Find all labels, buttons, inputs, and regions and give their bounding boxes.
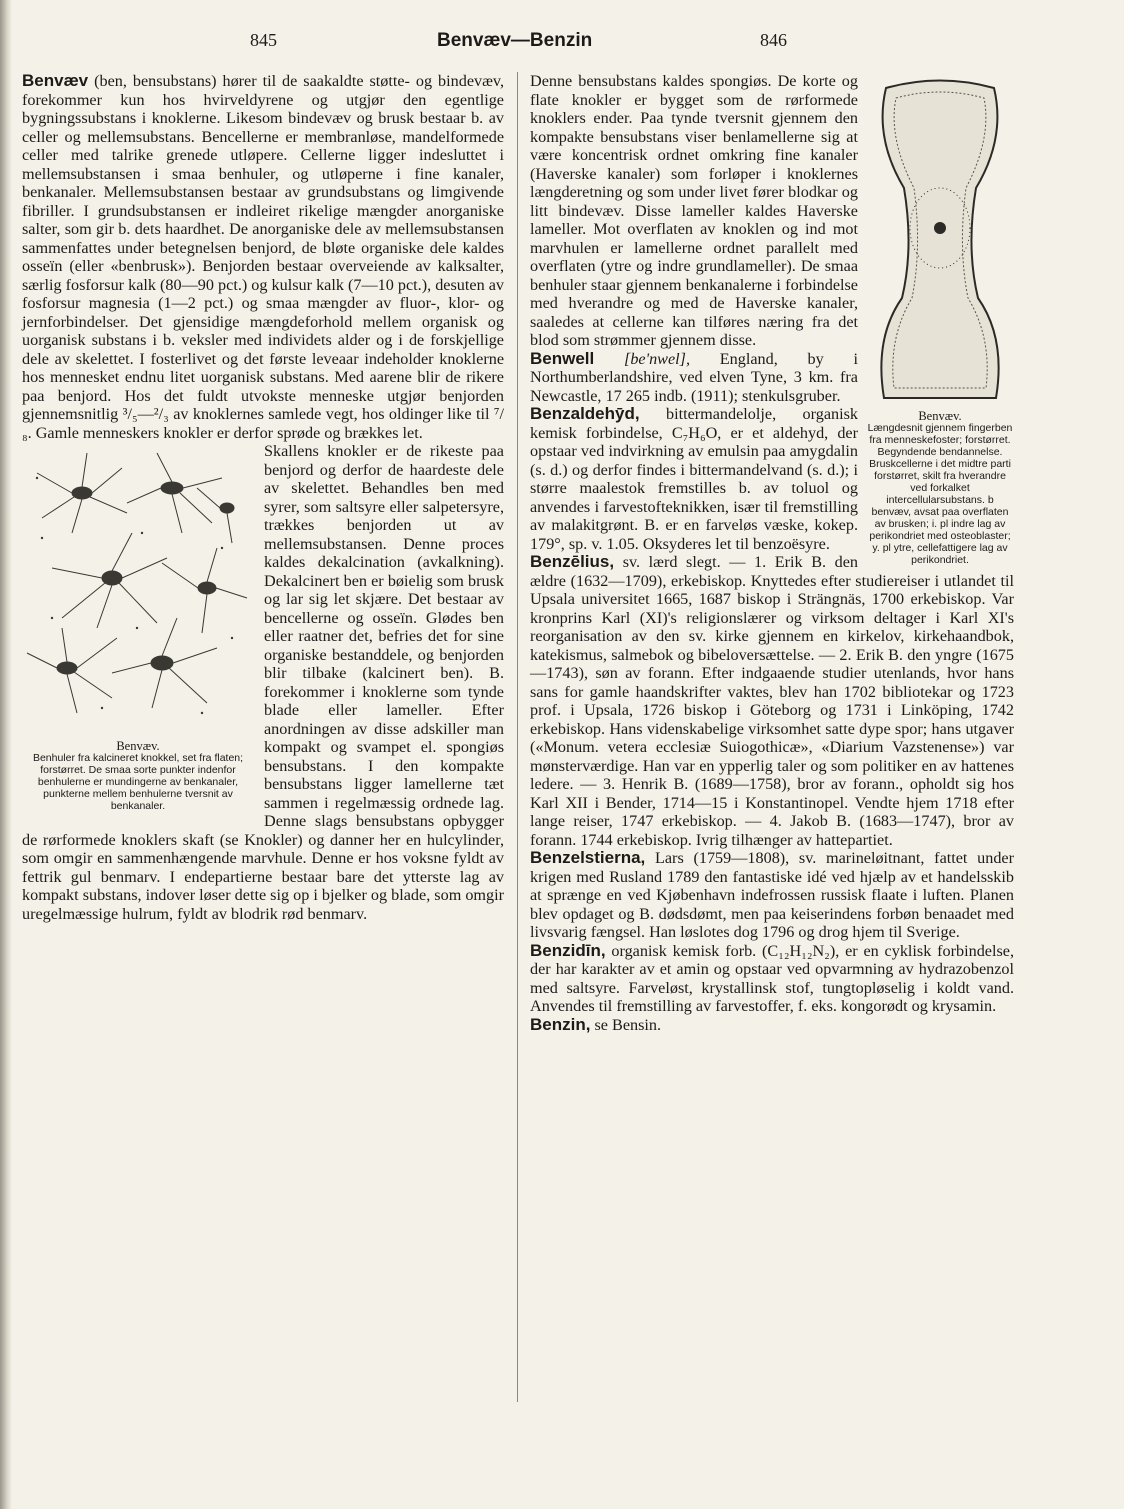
benvaev-continued: Denne bensubstans kaldes spongiøs. De korte og flate knokler er bygget som de rørformede knoklers ender. Paa tynde tversnit gjennem den kompakte bensubstans viser benlamellerne sig at være koncentrisk ordnet omkring fine kanaler (Haverske kanaler) som forløper i knoklernes længderetning og som under livet fører blodkar og litt bindevæv. Disse lameller kaldes Haverske lameller. Mot overflaten av knoklen og ind mot marvhulen er lamellerne ordnet parallelt med overflaten (ytre og indre grundlameller). De smaa benhuler staar gjennem benkanalerne i forbindelse med hverandre og med de Haverske kanaler, saaledes at cellerne kan tilføres næring fra det blod som strømmer gjennem disse. [530,72,858,349]
benzelius-text: sv. lærd slegt. — 1. Erik B. den ældre (1632—1709), erkebiskop. Knyttedes efter studiereiser i utlandet til Upsala universitet 1665, 1687 biskop i Strängnäs, 1700 erkebiskop. Var kronprins Karl (XI)'s religionslærer og virksom deltager i Karl XI's reorganisation av den sv. kirke gjennem en kirkelov, kirkehaandbok, katekismus, salmebok og bibeloversættelse. — 2. Erik B. den yngre (1675—1743), søn av forann. Efter indgaaende studier utenlands, hvor hans sans for gamle haandskrifter vaktes, blev han 1702 bibliotekar og 1723 prof. i Upsala, 1726 biskop i Göteborg og 1731 i Linköping, 1742 erkebiskop. Hans videnskabelige virksomhet satte dype spor; hans utgaver («Monum. vetera ecclesiæ Suiogothicæ», «Diarium Vazstenense») var mønsterværdige. Han var en ypperlig taler og som politiker en av hattenes ledere. — 3. Henrik B. (1689—1758), bror av forann., opholdt sig hos Karl XII i Bender, 1714—15 i Konstantinopel. Vendte hjem 1718 efter lange reiser, 1747 erkebiskop. — 4. Jakob B. (1683—1747), bror av forann. 1744 erkebiskop. Ivrig tilhænger av hattepartiet. [530,553,1014,849]
entry-benzin [530,1016,1014,1035]
figure-caption-3 [866,410,1014,566]
entry-benzelius [530,553,1014,849]
benvaev-text-2-body: Skallens knokler er de rikeste paa benjord og derfor de haardeste dele av skelettet. Behandles ben med syrer, som saltsyre eller salpetersyre, trækkes benjorden ut av mellemsubstansen. Denne proces kaldes dekalcination (avkalkning). Dekalcinert ben er bøielig som brusk og lar sig let skjære. Det bestaar av bencellerne og osseïn. Glødes ben eller raatner det, befries det for sine organiske bestanddele, og benjorden blir tilbake (kalcinert ben). B. forekommer i knoklerne som tynde blade eller lameller. Efter anordningen av disse adskiller man kompakt og svampet el. spongiøs bensubstans. I den kompakte bensubstans ligger lamellerne tæt sammen i regelmæssig ordnede lag. Denne slags bensubstans opbygger de rørformede knoklers skaft (se Knokler) og danner her en hulcylinder, som omgir en sammenhængende marvhule. Denne er hos voksne fyldt av fettrik gul benmarv. I endepartierne bestaar bare det ytterste lag av kompakt substans, indover løser dette sig op i bjelker og blade, som omgir uregelmæssige hulrum, fyldt av blodrik rød benmarv. [22,442,504,923]
benwell-text: England, by i Northumberlandshire, ved elven Tyne, 3 km. fra Newcastle, 17 265 indb. (1911); stenkulsgruber. [530,349,859,405]
headword-benzidin: Benzidīn, [530,940,606,960]
finger-bone-illustration [866,78,1014,408]
benzelstierna-text: Lars (1759—1808), sv. marineløitnant, fattet under krigen med Rusland 1789 den fantastiske idé ved hjælp av et handelsskib at sprænge en ved Kjøbenhavn indefrossen russisk flaate i luften. Planen blev opdaget og B. dødsdømt, men paa keiserindens forbøn benaadet med livsvarig fængsel. Han løslotes dog 1796 og drog hjem til Sverige. [530,849,1014,941]
book-binding-edge [0,0,12,1509]
benzidin-text: organisk kemisk forb. (C₁₂H₁₂N₂), er en cyklisk forbindelse, der har karakter av et amin og opstaar ved opvarmning av hydrazobenzol med saltsyre. Farveløst, krystallinsk stof, tungtopløselig i koldt vand. Anvendes til fremstilling av farvestoffer, f. eks. kongorødt og krysamin. [530,941,1014,1015]
headword-benzelius: Benzēlius, [530,552,615,571]
benzin-text: se Bensin. [594,1015,662,1034]
page-number-left: 845 [250,30,277,50]
figure-bone-cells [22,448,254,812]
entry-benzidin [530,942,1014,1016]
figure-title-3: Benvæv. [918,409,962,423]
page-number-right: 846 [760,30,787,50]
headword-benzelstierna: Benzelstierna, [530,848,646,867]
figure-caption-1 [22,740,254,812]
right-column [530,72,1014,1034]
headword-benzin: Benzin, [530,1014,591,1034]
figure-finger-bone [866,78,1014,566]
headword-benwell: Benwell [530,348,595,368]
benwell-pronunciation: [be'nwel], [624,349,690,368]
benvaev-text-1: (ben, bensubstans) hører til de saakaldte støtte- og bindevæv, forekommer kun hos hvirveldyrene og utgjør den egentlige bygningssubstans i knoklerne. Likesom bindevæv og brusk bestaar b. av celler og mellemsubstans. Bencellerne er membranløse, mandelformede celler med talrike grenede utløpere. Cellerne ligger indesluttet i mellemsubstansen i smaa benhuler, og utløperne i fine kanaler, benkanaler. Mellemsubstansen bestaar av grundsubstans og limgivende fibriller. I grundsubstansen er indleiret rikelige mængder anorganiske salter, som gir b. dets haardhet. De anorganiske dele av mellemsubstansen sammenfattes under betegnelsen benjord, de bløte organiske dele kaldes osseïn (eller «benbrusk»). Benjorden bestaar overveiende av kalksalter, særlig fosforsur kalk (80—90 pct.) og kulsur kalk (7—10 pct.), desuten av fosforsur magnesia (1—2 pct.) og smaa mængder av fluor-, klor- og jernforbindelser. Det gjensidige mængdeforhold mellem organisk og uorganisk substans i b. veksler med individets alder og i de forskjellige dele av skelettet. I fosterlivet og det første leveaar indeholder knoklerne hos mennesket endnu litet uorganisk substans. Med aarene blir de rikere paa benjord. Hos det fuldt utvokste menneske utgjør benjorden gjennemsnitlig ³/₅—²/₃ av knoklernes samlede vegt, hos oldinger like til ⁷/₈. Gamle menneskers knokler er derfor sprøde og brækkes let. [22,72,505,442]
headword-benzaldehyd: Benzaldehȳd, [530,404,640,423]
entry-benzelstierna [530,849,1014,942]
figure-title-1: Benvæv. [116,739,160,753]
column-divider [517,72,518,1402]
entry-benvaev [22,72,504,442]
figure-caption-text-1: Benhuler fra kalcineret knokkel, set fra flaten; forstørret. De smaa sorte punkter indenfor benhulerne er mundingerne av benkanaler, punkterne mellem benhulerne tversnit av benkanaler. [32,752,244,812]
headword-benvaev: Benvæv [22,71,89,90]
figure-caption-text-3: Længdesnit gjennem fingerben fra menneskefoster; forstørret. Begyndende bendannelse. Bruskcellerne i det midtre parti forstørret, skilt fra hverandre ved forkalket intercellularsubstans. b benvæv, avsat paa overflaten av brusken; i. pl indre lag av perikondriet med osteoblaster; y. pl ytre, cellefattigere lag av perikondriet. [867,422,1013,566]
running-head: Benvæv—Benzin [437,30,593,51]
bone-cells-illustration [22,448,254,738]
left-column [22,72,504,923]
benzaldehyd-text: bittermandelolje, organisk kemisk forbindelse, C₇H₆O, er et aldehyd, der opstaar ved indvirkning av emulsin paa amygdalin (s. d.) og derfor findes i bittermandelvand (s. d.); i større maalestok fremstilles b. av toluol og anvendes i farvestofteknikken, især til fremstilling av malakitgrønt. B. er en farveløs væske, kokep. 179°, sp. v. 1.05. Oksyderes let til benzoësyre. [530,405,858,553]
